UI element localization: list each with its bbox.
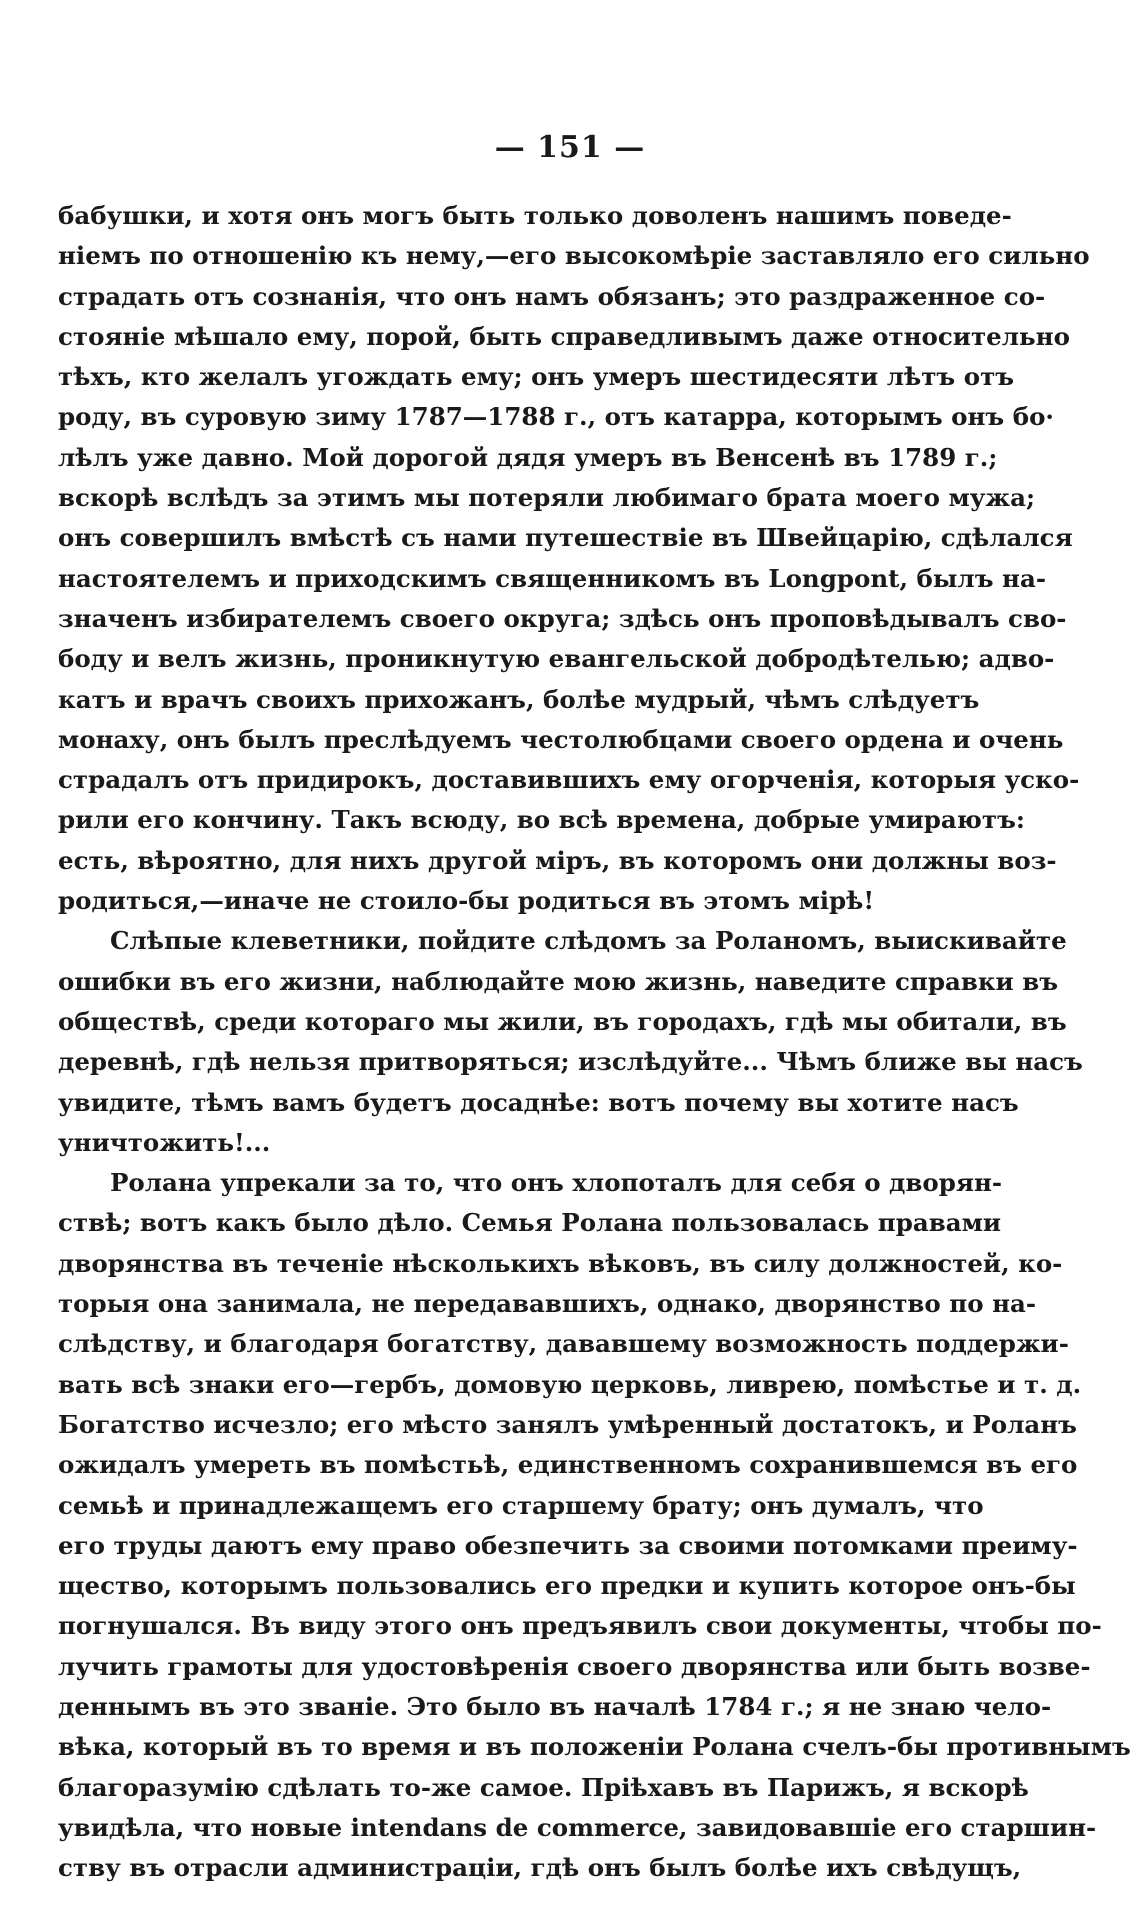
paragraph	[58, 921, 1083, 1163]
text-line: его труды даютъ ему право обезпечить за своими потомками преиму-	[58, 1530, 1078, 1560]
text-line: щество, которымъ пользовались его предки и купить которое онъ-бы	[58, 1571, 1076, 1601]
text-line: увидите, тѣмъ вамъ будетъ досаднѣе: вотъ почему вы хотите насъ	[58, 1087, 1019, 1117]
text-line: настоятелемъ и приходскимъ священникомъ въ Longpont, былъ на-	[58, 563, 1046, 593]
text-line: есть, вѣроятно, для нихъ другой міръ, въ которомъ они должны воз-	[58, 845, 1057, 875]
body-text	[58, 196, 1131, 1888]
text-line: Богатство исчезло; его мѣсто занялъ умѣренный достатокъ, и Роланъ	[58, 1409, 1077, 1439]
text-line: ніемъ по отношенію къ нему,—его высокомѣріе заставляло его сильно	[58, 241, 1090, 271]
text-line: вскорѣ вслѣдъ за этимъ мы потеряли любимаго брата моего мужа;	[58, 483, 1036, 513]
text-line: лучить грамоты для удостовѣренія своего дворянства или быть возве-	[58, 1651, 1091, 1681]
text-line: деревнѣ, гдѣ нельзя притворяться; изслѣдуйте... Чѣмъ ближе вы насъ	[58, 1047, 1083, 1077]
paragraph	[58, 1163, 1131, 1888]
text-line: рили его кончину. Такъ всюду, во всѣ времена, добрые умираютъ:	[58, 805, 1025, 835]
text-line: ствѣ; вотъ какъ было дѣло. Семья Ролана пользовалась правами	[58, 1208, 1002, 1238]
text-line: Ролана упрекали за то, что онъ хлопоталъ для себя о дворян-	[110, 1168, 1003, 1198]
text-line: ошибки въ его жизни, наблюдайте мою жизнь, наведите справки въ	[58, 966, 1059, 996]
text-line: лѣлъ уже давно. Мой дорогой дядя умеръ въ Венсенѣ въ 1789 г.;	[58, 442, 998, 472]
text-line: значенъ избирателемъ своего округа; здѣсь онъ проповѣдывалъ сво-	[58, 603, 1067, 633]
text-line: страдалъ отъ придирокъ, доставившихъ ему огорченія, которыя уско-	[58, 765, 1080, 795]
text-line: торыя она занимала, не передававшихъ, однако, дворянство по на-	[58, 1289, 1037, 1319]
text-line: стояніе мѣшало ему, порой, быть справедливымъ даже относительно	[58, 321, 1070, 351]
text-line: Слѣпые клеветники, пойдите слѣдомъ за Роланомъ, выискивайте	[110, 926, 1067, 956]
text-line: ству въ отрасли администраціи, гдѣ онъ былъ болѣе ихъ свѣдущъ,	[58, 1853, 1022, 1883]
text-line: бабушки, и хотя онъ могъ быть только доволенъ нашимъ поведе-	[58, 201, 1012, 230]
text-line: уничтожить!...	[58, 1127, 271, 1157]
page-number: — 151 —	[494, 130, 646, 165]
text-line: вать всѣ знаки его—гербъ, домовую церковь, ливрею, помѣстье и т. д.	[58, 1369, 1082, 1399]
text-line: вѣка, который въ то время и въ положеніи Ролана счелъ-бы противнымъ	[58, 1732, 1131, 1762]
text-line: онъ совершилъ вмѣстѣ съ нами путешествіе въ Швейцарію, сдѣлался	[58, 523, 1073, 553]
text-line: боду и велъ жизнь, проникнутую евангельской добродѣтелью; адво-	[58, 644, 1055, 674]
text-line: обществѣ, среди котораго мы жили, въ городахъ, гдѣ мы обитали, въ	[58, 1006, 1067, 1036]
text-line: родиться,—иначе не стоило-бы родиться въ этомъ мірѣ!	[58, 886, 875, 916]
text-line: погнушался. Въ виду этого онъ предъявилъ свои документы, чтобы по-	[58, 1611, 1102, 1641]
text-line: слѣдству, и благодаря богатству, дававшему возможность поддержи-	[58, 1329, 1069, 1359]
text-line: тѣхъ, кто желалъ угождать ему; онъ умеръ шестидесяти лѣтъ отъ	[58, 362, 1015, 392]
text-line: деннымъ въ это званіе. Это было въ началѣ 1784 г.; я не знаю чело-	[58, 1691, 1052, 1721]
text-line: благоразумію сдѣлать то-же самое. Пріѣхавъ въ Парижъ, я вскорѣ	[58, 1772, 1029, 1802]
paragraph	[58, 196, 1090, 921]
text-line: катъ и врачъ своихъ прихожанъ, болѣе мудрый, чѣмъ слѣдуетъ	[58, 684, 980, 714]
text-line: семьѣ и принадлежащемъ его старшему брату; онъ думалъ, что	[58, 1490, 984, 1520]
text-line: дворянства въ теченіе нѣсколькихъ вѣковъ, въ силу должностей, ко-	[58, 1248, 1063, 1278]
text-line: монаху, онъ былъ преслѣдуемъ честолюбцами своего ордена и очень	[58, 724, 1064, 754]
text-line: роду, въ суровую зиму 1787—1788 г., отъ катарра, которымъ онъ бо·	[58, 402, 1054, 432]
text-line: увидѣла, что новые intendans de commerce, завидовавшіе его старшин-	[58, 1812, 1097, 1842]
text-line: страдать отъ сознанія, что онъ намъ обязанъ; это раздраженное со-	[58, 281, 1046, 311]
text-line: ожидалъ умереть въ помѣстьѣ, единственномъ сохранившемся въ его	[58, 1450, 1078, 1480]
